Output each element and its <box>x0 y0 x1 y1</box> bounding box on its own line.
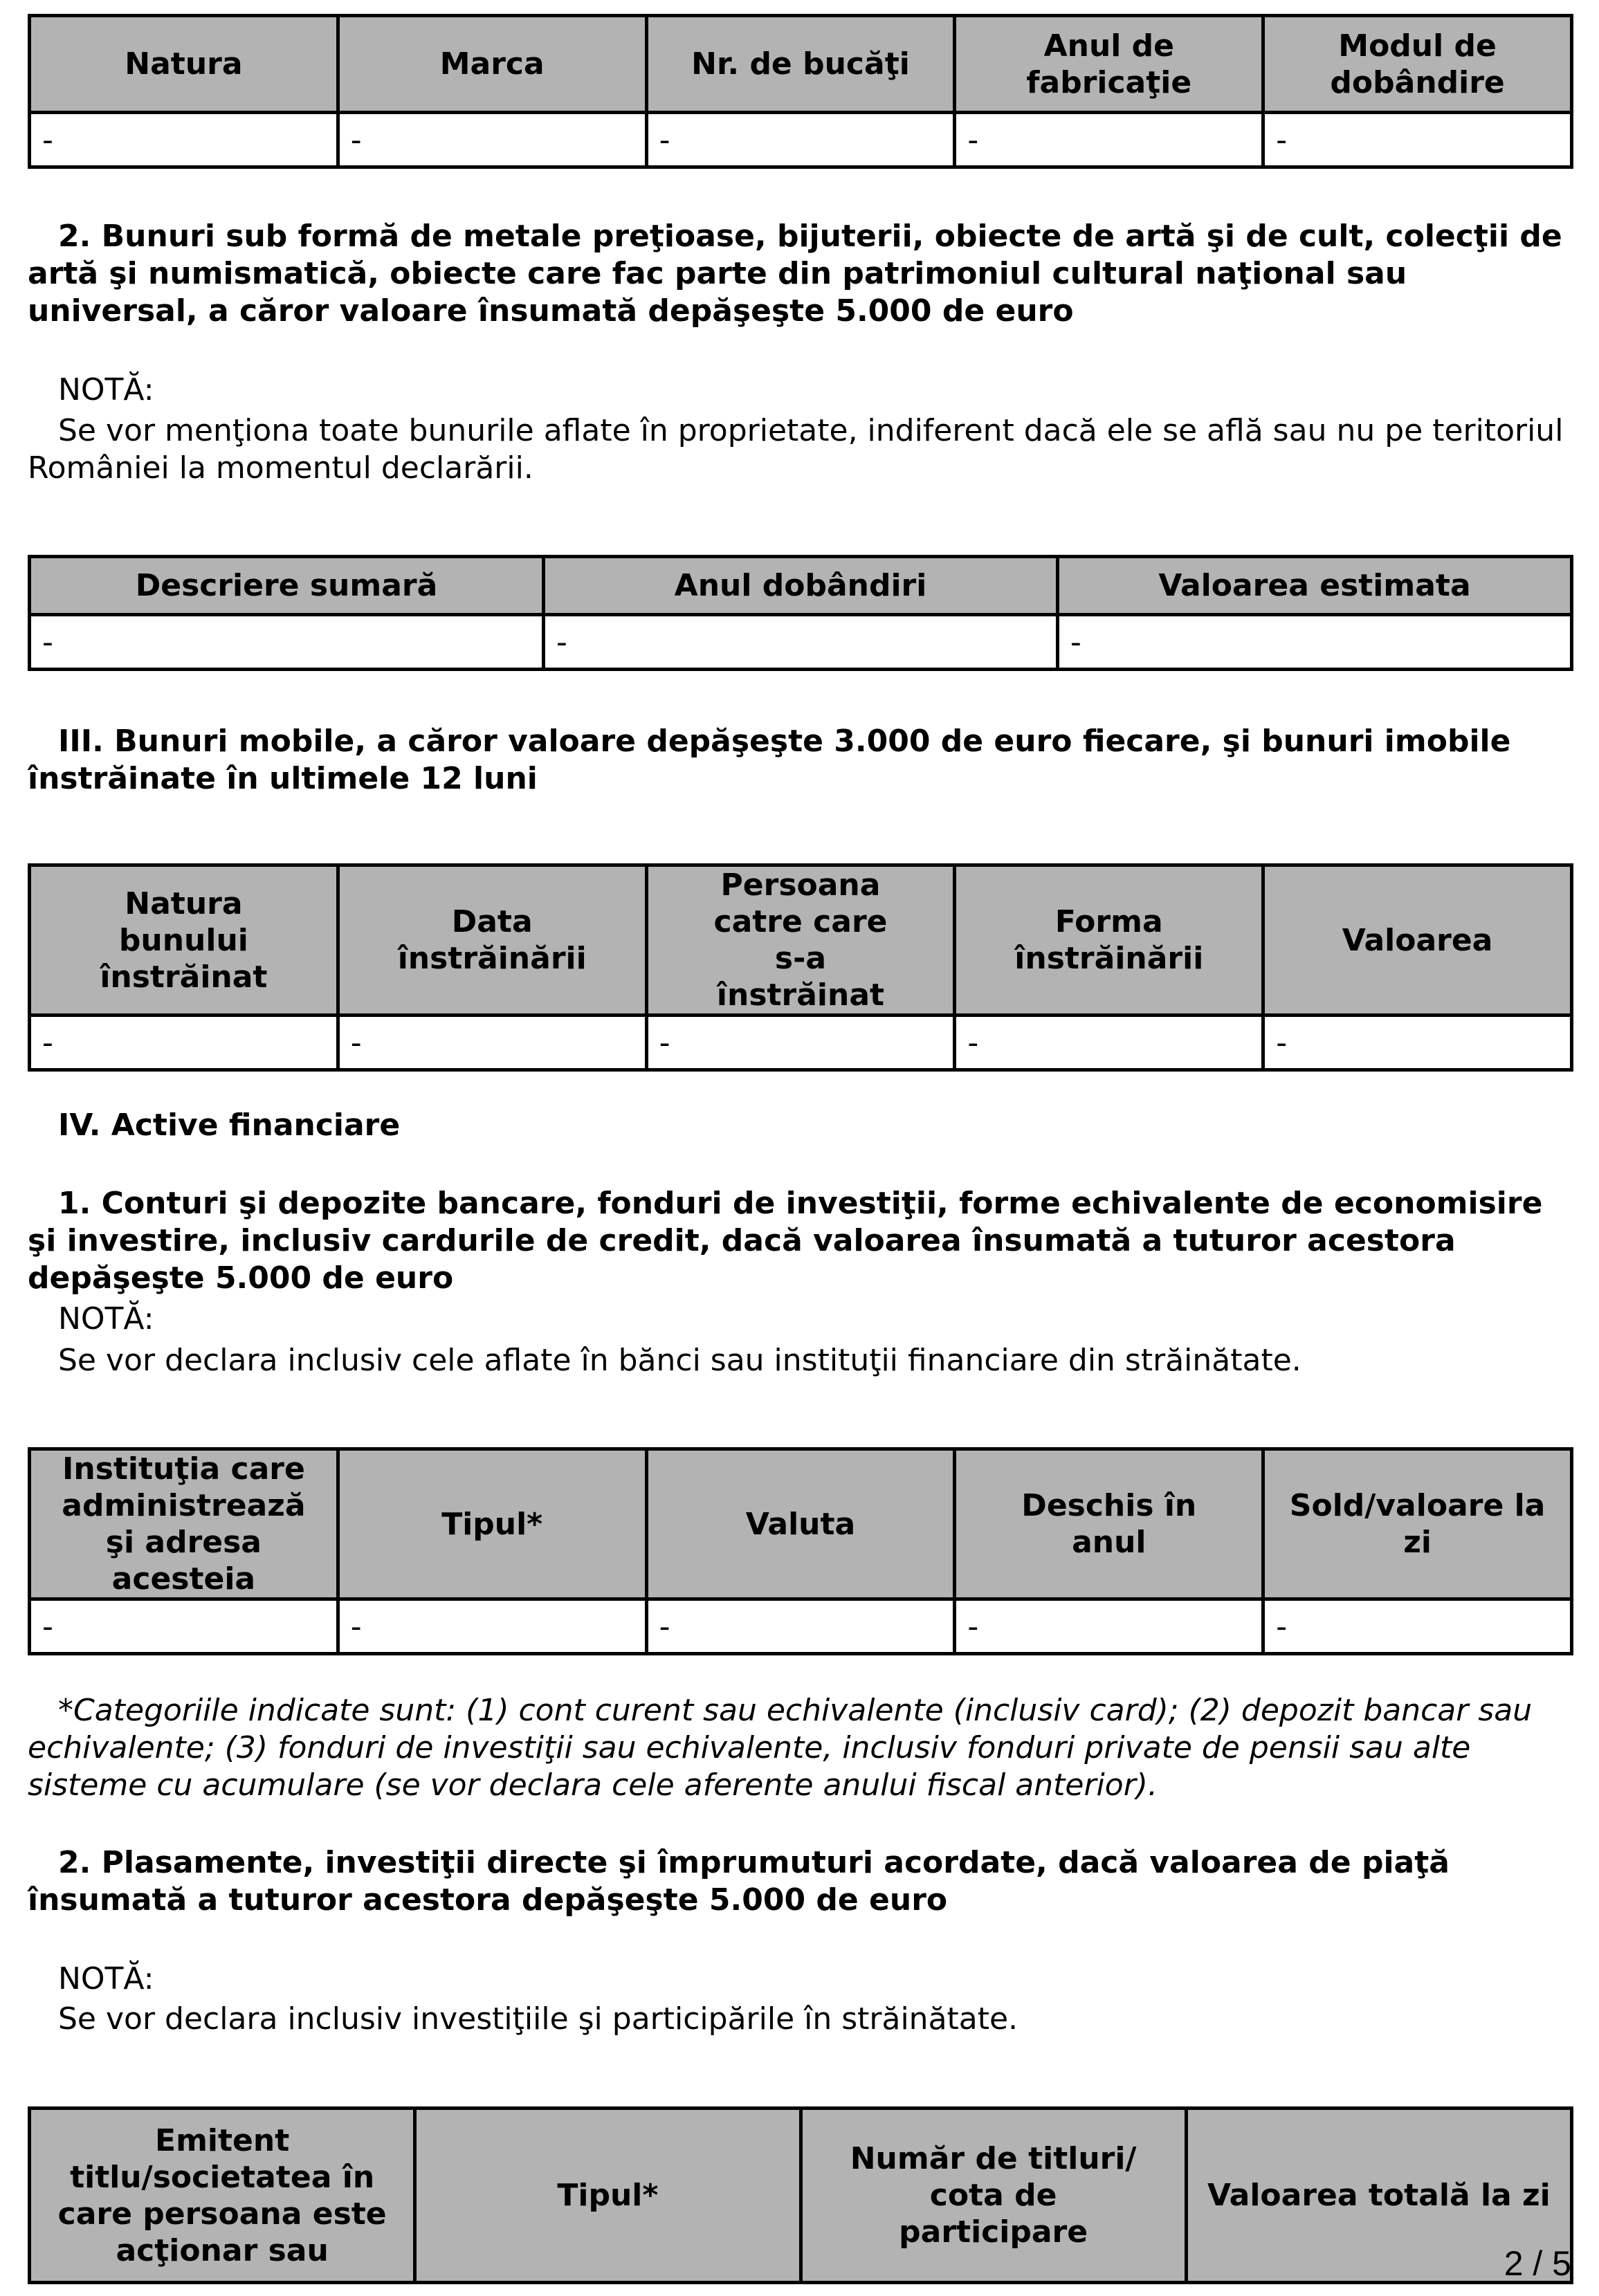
table-cell: - <box>646 1599 955 1654</box>
table-cell: - <box>30 1599 338 1654</box>
table-header-cell: Tipul* <box>415 2109 801 2283</box>
table-cell: - <box>955 1016 1263 1070</box>
page-number: 2 / 5 <box>1504 2244 1571 2283</box>
valuables-table <box>28 555 1573 671</box>
alienated-goods-table <box>28 863 1573 1072</box>
table-cell: - <box>30 113 338 167</box>
note-label: NOTĂ: <box>58 372 154 407</box>
table-header-cell: Marca <box>338 16 646 113</box>
table-cell: - <box>338 1599 646 1654</box>
table-row <box>30 1016 1572 1070</box>
table-cell: - <box>338 1016 646 1070</box>
table-header-cell: Persoana catre care s-a înstrăinat <box>646 865 955 1016</box>
table-header-cell: Nr. de bucăţi <box>646 16 955 113</box>
table-cell: - <box>1263 113 1572 167</box>
table-header-cell: Natura bunului înstrăinat <box>30 865 338 1016</box>
note-label: NOTĂ: <box>58 1961 154 1996</box>
note-text: Se vor menţiona toate bunurile aflate în proprietate, indiferent dacă ele se află sau nu pe teritoriul României la momentul declarării. <box>28 413 1564 486</box>
table-cell: - <box>1263 1599 1572 1654</box>
table-header-cell: Anul de fabricaţie <box>955 16 1263 113</box>
table-header-cell: Emitent titlu/societatea în care persoana este acţionar sau <box>30 2109 415 2283</box>
table-header-cell: Descriere sumară <box>30 557 544 615</box>
table-header-cell: Sold/valoare la zi <box>1263 1449 1572 1599</box>
table-cell: - <box>30 1016 338 1070</box>
table-cell: - <box>338 113 646 167</box>
table-header-cell: Natura <box>30 16 338 113</box>
table-row <box>30 1599 1572 1654</box>
section-heading: IV. Active financiare <box>58 1108 401 1143</box>
table-header-cell: Valoarea estimata <box>1058 557 1572 615</box>
table-cell: - <box>646 113 955 167</box>
table-header-cell: Deschis în anul <box>955 1449 1263 1599</box>
table-cell: - <box>544 615 1058 670</box>
note-text: Se vor declara inclusiv investiţiile şi participările în străinătate. <box>58 2001 1018 2037</box>
section-heading: 2. Bunuri sub formă de metale preţioase, bijuterii, obiecte de artă şi de cult, colecţii de artă şi numismatică, obiecte care fac parte din patrimoniul cultural naţional sau universal, a căror valoare însumată depăşeşte 5.000 de euro <box>28 219 1562 329</box>
table-cell: - <box>955 113 1263 167</box>
note-text: Se vor declara inclusiv cele aflate în bănci sau instituţii financiare din străinătate. <box>58 1343 1301 1378</box>
table-header-cell: Tipul* <box>338 1449 646 1599</box>
bank-accounts-table <box>28 1447 1573 1655</box>
table-cell: - <box>30 615 544 670</box>
table-row <box>30 113 1572 167</box>
table-header-cell: Data înstrăinării <box>338 865 646 1016</box>
table-header-cell: Valoarea <box>1263 865 1572 1016</box>
table-header-cell: Forma înstrăinării <box>955 865 1263 1016</box>
table-header-cell: Anul dobândiri <box>544 557 1058 615</box>
subsection-heading: 1. Conturi şi depozite bancare, fonduri de investiţii, forme echivalente de economisire şi investire, inclusiv cardurile de credit, dacă valoarea însumată a tuturor acestora depăşeşte 5.000 de euro <box>28 1186 1543 1296</box>
table-cell: - <box>1263 1016 1572 1070</box>
table-cell: - <box>955 1599 1263 1654</box>
table-cell: - <box>646 1016 955 1070</box>
section-heading: III. Bunuri mobile, a căror valoare depăşeşte 3.000 de euro fiecare, şi bunuri imobile înstrăinate în ultimele 12 luni <box>28 724 1511 796</box>
table-header-cell: Valuta <box>646 1449 955 1599</box>
table-header-cell: Modul de dobândire <box>1263 16 1572 113</box>
footnote: *Categoriile indicate sunt: (1) cont curent sau echivalente (inclusiv card); (2) depozit bancar sau echivalente; (3) fonduri de investiţii sau echivalente, inclusiv fonduri private de pensii sau alte sisteme cu acumulare (se vor declara cele aferente anului fiscal anterior). <box>28 1693 1533 1803</box>
subsection-heading: 2. Plasamente, investiţii directe şi împrumuturi acordate, dacă valoarea de piaţă însumată a tuturor acestora depăşeşte 5.000 de euro <box>28 1845 1450 1918</box>
table-header-cell: Valoarea totală la zi <box>1186 2109 1571 2283</box>
table-header-cell: Număr de titluri/ cota de participare <box>801 2109 1186 2283</box>
table-cell: - <box>1058 615 1572 670</box>
table-header-cell: Instituţia care administrează şi adresa acesteia <box>30 1449 338 1599</box>
table-row <box>30 615 1572 670</box>
note-label: NOTĂ: <box>58 1301 154 1337</box>
vehicles-table <box>28 14 1573 169</box>
investments-table <box>28 2106 1573 2284</box>
